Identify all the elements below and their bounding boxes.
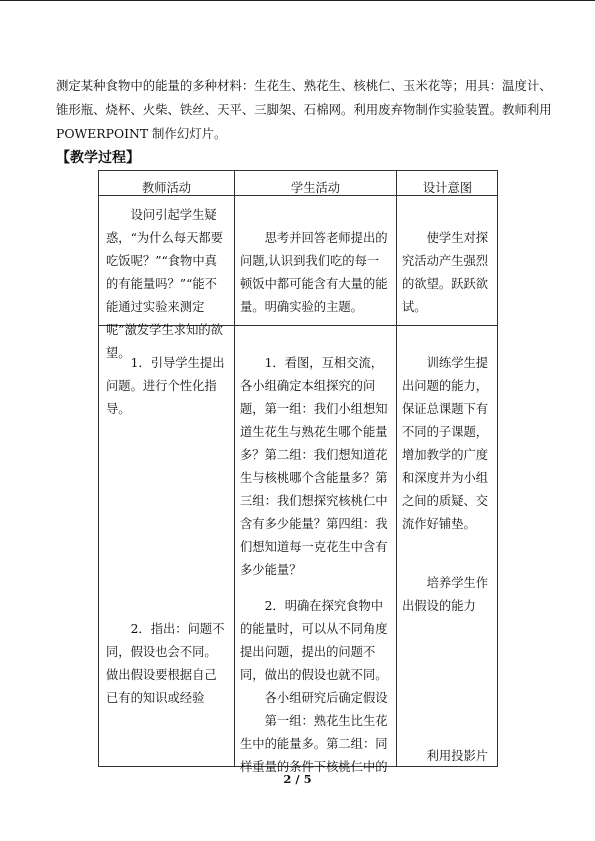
column-divider bbox=[396, 171, 397, 766]
intro-line: 测定某种食物中的能量的多种材料：生花生、熟花生、核桃仁、玉米花等；用具：温度计、 bbox=[56, 78, 552, 93]
intro-line: 锥形瓶、烧杯、火柴、铁丝、天平、三脚架、石棉网。利用废弃物制作实验装置。教师利用 bbox=[56, 102, 552, 117]
teaching-process-table bbox=[98, 170, 498, 774]
row1-intent-cell: 使学生对探究活动产生强烈的欲望。跃跃欲试。 bbox=[402, 231, 489, 314]
intro-line: POWERPOINT 制作幻灯片。 bbox=[56, 126, 227, 141]
intro-paragraph bbox=[56, 74, 556, 146]
header-design-intent: 设计意图 bbox=[422, 181, 473, 195]
section-title: 【教学过程】 bbox=[56, 150, 140, 166]
page-number: 2 / 5 bbox=[283, 772, 312, 786]
column-divider bbox=[234, 171, 235, 766]
page-top-rule bbox=[0, 0, 595, 1]
row2-intent-cell-3: 利用投影片 bbox=[426, 749, 489, 763]
row2-intent-cell-1: 训练学生提出问题的能力，保证总课题下有不同的子课题，增加教学的广度和深度并为小组之间的质疑、交流作好铺垫。 bbox=[402, 356, 489, 531]
row2-student-cell-3: 各小组研究后确定假设 bbox=[264, 691, 388, 705]
row2-student-cell-4: 第一组：熟花生比生花生中的能量多。第二组：同样重量的条件下核桃仁中的 bbox=[240, 714, 388, 774]
row2-intent-cell-2: 培养学生作出假设的能力 bbox=[402, 576, 489, 613]
row2-student-cell-1: 1．看图，互相交流，各小组确定本组探究的问题，第一组：我们小组想知道生花生与熟花生哪个能量多？第二组：我们想知道花生与核桃哪个含能量多？第三组：我们想探究核桃仁中含有多少能量？第四组：我们想知道每一克花生中含有多少能量？ bbox=[240, 356, 388, 577]
row2-teacher-cell-2: 2．指出：问题不同，假设也会不同。做出假设要根据自己已有的知识或经验 bbox=[106, 622, 225, 705]
row1-student-cell: 思考并回答老师提出的问题,认识到我们吃的每一顿饭中都可能含有大量的能量。明确实验的主题。 bbox=[240, 231, 388, 314]
row1-teacher-cell: 设问引起学生疑惑，“为什么每天都要吃饭呢？”“食物中真的有能量吗？”“能不能通过实验来测定呢”激发学生求知的欲望。 bbox=[106, 208, 223, 360]
header-teacher-activity: 教师活动 bbox=[141, 181, 192, 195]
row2-student-cell-2: 2．明确在探究食物中的能量时，可以从不同角度提出问题，提出的问题不同，做出的假设也就不同。 bbox=[240, 599, 388, 682]
header-student-activity: 学生活动 bbox=[290, 181, 341, 195]
row2-teacher-cell-1: 1．引导学生提出问题。进行个性化指导。 bbox=[106, 356, 225, 416]
